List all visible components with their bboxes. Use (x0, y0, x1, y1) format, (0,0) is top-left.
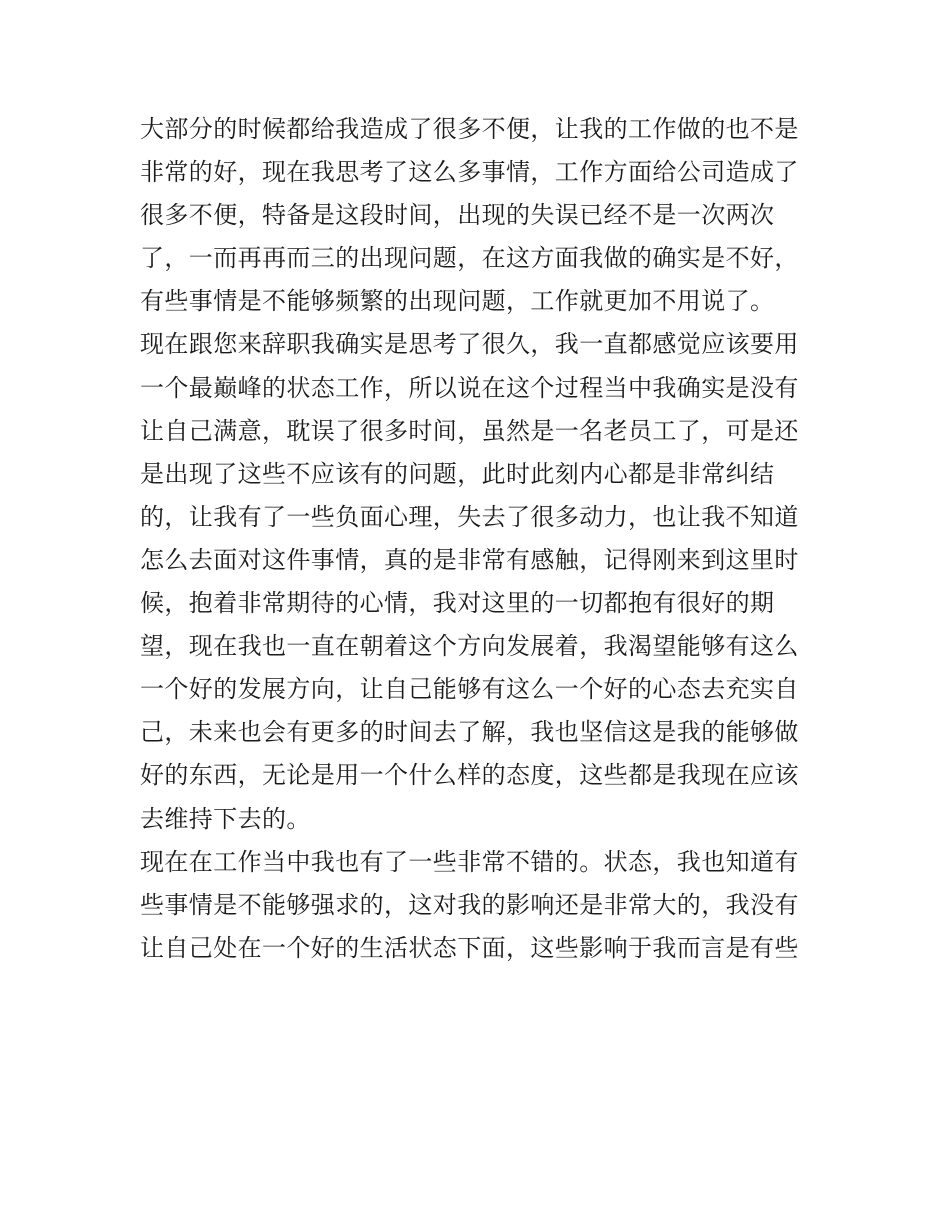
text-line: 有些事情是不能够频繁的出现问题，工作就更加不用说了。 (140, 287, 775, 316)
text-line: 非常的好，现在我思考了这么多事情，工作方面给公司造成了 (140, 158, 799, 187)
text-line: 去维持下去的。 (140, 804, 311, 833)
text-line: 一个最巅峰的状态工作，所以说在这个过程当中我确实是没有 (140, 373, 799, 402)
text-line: 些事情是不能够强求的，这对我的影响还是非常大的，我没有 (140, 890, 799, 919)
text-line: 现在在工作当中我也有了一些非常不错的。状态，我也知道有 (140, 847, 799, 876)
text-line: 己，未来也会有更多的时间去了解，我也坚信这是我的能够做 (140, 718, 799, 747)
text-line: 了，一而再再而三的出现问题，在这方面我做的确实是不好， (140, 244, 799, 273)
text-line: 大部分的时候都给我造成了很多不便，让我的工作做的也不是 (140, 115, 799, 143)
text-line: 好的东西，无论是用一个什么样的态度，这些都是我现在应该 (140, 761, 799, 790)
text-line: 让自己满意，耽误了很多时间，虽然是一名老员工了，可是还 (140, 416, 799, 445)
text-line: 候，抱着非常期待的心情，我对这里的一切都抱有很好的期 (140, 589, 775, 618)
text-line: 一个好的发展方向，让自己能够有这么一个好的心态去充实自 (140, 675, 799, 704)
text-line: 很多不便，特备是这段时间，出现的失误已经不是一次两次 (140, 201, 775, 230)
text-line: 是出现了这些不应该有的问题，此时此刻内心都是非常纠结 (140, 459, 775, 488)
text-line: 让自己处在一个好的生活状态下面，这些影响于我而言是有些 (140, 933, 799, 962)
body-text (140, 108, 820, 970)
text-line: 的，让我有了一些负面心理，失去了很多动力，也让我不知道 (140, 502, 799, 531)
text-line: 怎么去面对这件事情，真的是非常有感触，记得刚来到这里时 (140, 545, 799, 574)
text-line: 望，现在我也一直在朝着这个方向发展着，我渴望能够有这么 (140, 632, 799, 661)
text-line: 现在跟您来辞职我确实是思考了很久，我一直都感觉应该要用 (140, 330, 799, 359)
